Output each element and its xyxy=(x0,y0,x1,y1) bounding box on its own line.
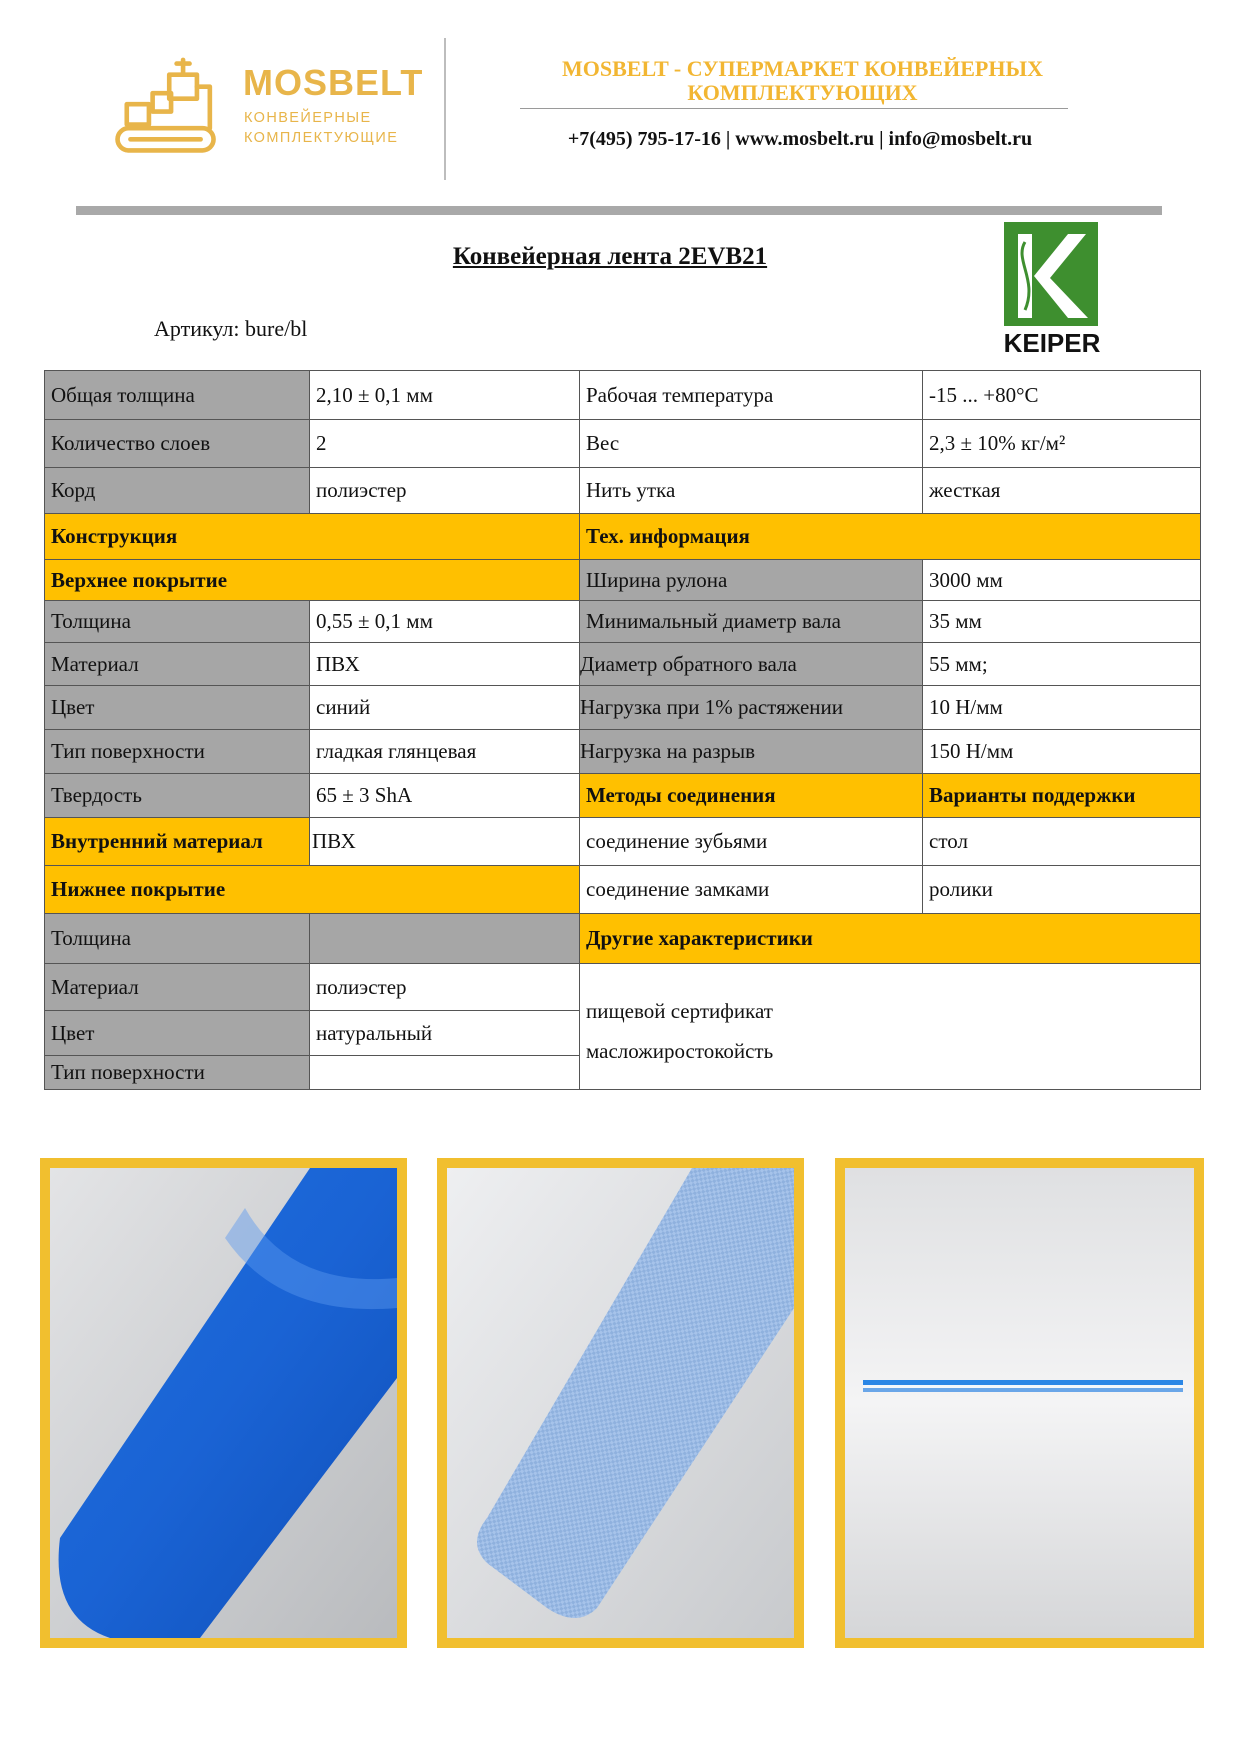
spec-value: 2,3 ± 10% кг/м² xyxy=(923,420,1201,468)
section-header-support: Варианты поддержки xyxy=(923,774,1201,818)
table-row xyxy=(45,686,1201,730)
spec-value: 55 мм; xyxy=(923,643,1201,686)
spec-label: Внутренний материал xyxy=(45,818,310,866)
table-row xyxy=(45,866,1201,914)
spec-label: Нить утка xyxy=(580,468,923,514)
spec-value: 0,55 ± 0,1 мм xyxy=(310,601,580,643)
spec-value: 2 xyxy=(310,420,580,468)
table-row xyxy=(45,560,1201,601)
mosbelt-logo-icon xyxy=(112,52,232,162)
header-bar xyxy=(76,206,1162,215)
logo-brand-name: MOSBELT xyxy=(243,62,424,103)
spec-value: 10 Н/мм xyxy=(923,686,1201,730)
spec-value: ПВХ xyxy=(310,643,580,686)
table-row xyxy=(45,468,1201,514)
spec-label: Тип поверхности xyxy=(45,1056,310,1090)
spec-value xyxy=(310,914,580,964)
table-row xyxy=(45,818,1201,866)
spec-value: полиэстер xyxy=(310,964,580,1011)
logo-tagline-line2: КОМПЛЕКТУЮЩИЕ xyxy=(244,130,399,146)
spec-value: 35 мм xyxy=(923,601,1201,643)
belt-bottom-fabric-image xyxy=(447,1168,794,1638)
photo-top-surface xyxy=(40,1158,407,1648)
section-header-tech: Тех. информация xyxy=(580,514,1201,560)
spec-label: Диаметр обратного вала xyxy=(580,643,923,686)
support-option: стол xyxy=(923,818,1201,866)
spec-label: Толщина xyxy=(45,914,310,964)
spec-label: Нагрузка на разрыв xyxy=(580,730,923,774)
section-header-construction: Конструкция xyxy=(45,514,580,560)
spec-label: Цвет xyxy=(45,686,310,730)
document-title: Конвейерная лента 2EVB21 xyxy=(452,243,768,270)
other-line: масложиростокойсть xyxy=(586,1038,774,1063)
table-row xyxy=(45,774,1201,818)
spec-label: Минимальный диаметр вала xyxy=(580,601,923,643)
section-header-bottom-cover: Нижнее покрытие xyxy=(45,866,580,914)
company-name-line1: MOSBELT - СУПЕРМАРКЕТ КОНВЕЙЕРНЫХ xyxy=(562,56,1043,81)
table-row xyxy=(45,914,1201,964)
company-name xyxy=(520,57,1085,105)
table-row xyxy=(45,420,1201,468)
spec-label: Материал xyxy=(45,643,310,686)
spec-label: Материал xyxy=(45,964,310,1011)
spec-value: гладкая глянцевая xyxy=(310,730,580,774)
spec-label: Корд xyxy=(45,468,310,514)
spec-label: Тип поверхности xyxy=(45,730,310,774)
contact-line: +7(495) 795-17-16 | www.mosbelt.ru | info@mosbelt.ru xyxy=(567,128,1033,150)
other-line: пищевой сертификат xyxy=(586,998,773,1023)
table-row xyxy=(45,964,1201,1011)
table-row xyxy=(45,371,1201,420)
joining-method: соединение зубьями xyxy=(580,818,923,866)
joining-method: соединение замками xyxy=(580,866,923,914)
spec-value xyxy=(310,1056,580,1090)
spec-value: полиэстер xyxy=(310,468,580,514)
spec-label: Ширина рулона xyxy=(580,560,923,601)
article-number: Артикул: bure/bl xyxy=(154,316,308,341)
section-header-joining: Методы соединения xyxy=(580,774,923,818)
spec-value: 65 ± 3 ShA xyxy=(310,774,580,818)
spec-label: Количество слоев xyxy=(45,420,310,468)
section-header-top-cover: Верхнее покрытие xyxy=(45,560,580,601)
spec-label: Общая толщина xyxy=(45,371,310,420)
keiper-wordmark: KEIPER xyxy=(1003,328,1101,358)
table-row xyxy=(45,601,1201,643)
spec-label: Цвет xyxy=(45,1011,310,1056)
spec-label: Толщина xyxy=(45,601,310,643)
support-option: ролики xyxy=(923,866,1201,914)
table-row xyxy=(45,514,1201,560)
spec-value: 3000 мм xyxy=(923,560,1201,601)
belt-cross-section-image xyxy=(845,1168,1194,1638)
spec-value: 150 Н/мм xyxy=(923,730,1201,774)
spec-label: Рабочая температура xyxy=(580,371,923,420)
spec-value: синий xyxy=(310,686,580,730)
spec-value: -15 ... +80°С xyxy=(923,371,1201,420)
spec-label: Нагрузка при 1% растяжении xyxy=(580,686,923,730)
company-underline xyxy=(520,108,1068,109)
spec-value: жесткая xyxy=(923,468,1201,514)
section-header-other: Другие характеристики xyxy=(580,914,1201,964)
other-characteristics xyxy=(580,964,1201,1090)
spec-label: Твердость xyxy=(45,774,310,818)
spec-value: ПВХ xyxy=(310,818,580,866)
spec-value: натуральный xyxy=(310,1011,580,1056)
belt-top-surface-image xyxy=(50,1168,397,1638)
header-divider xyxy=(444,38,446,180)
spec-table xyxy=(44,370,1201,1090)
photo-bottom-surface xyxy=(437,1158,804,1648)
spec-value: 2,10 ± 0,1 мм xyxy=(310,371,580,420)
company-name-line2: КОМПЛЕКТУЮЩИХ xyxy=(687,80,918,105)
spec-label: Вес xyxy=(580,420,923,468)
logo-tagline-line1: КОНВЕЙЕРНЫЕ xyxy=(244,110,372,126)
keiper-logo xyxy=(1002,220,1102,365)
photo-cross-section xyxy=(835,1158,1204,1648)
table-row xyxy=(45,730,1201,774)
table-row xyxy=(45,643,1201,686)
